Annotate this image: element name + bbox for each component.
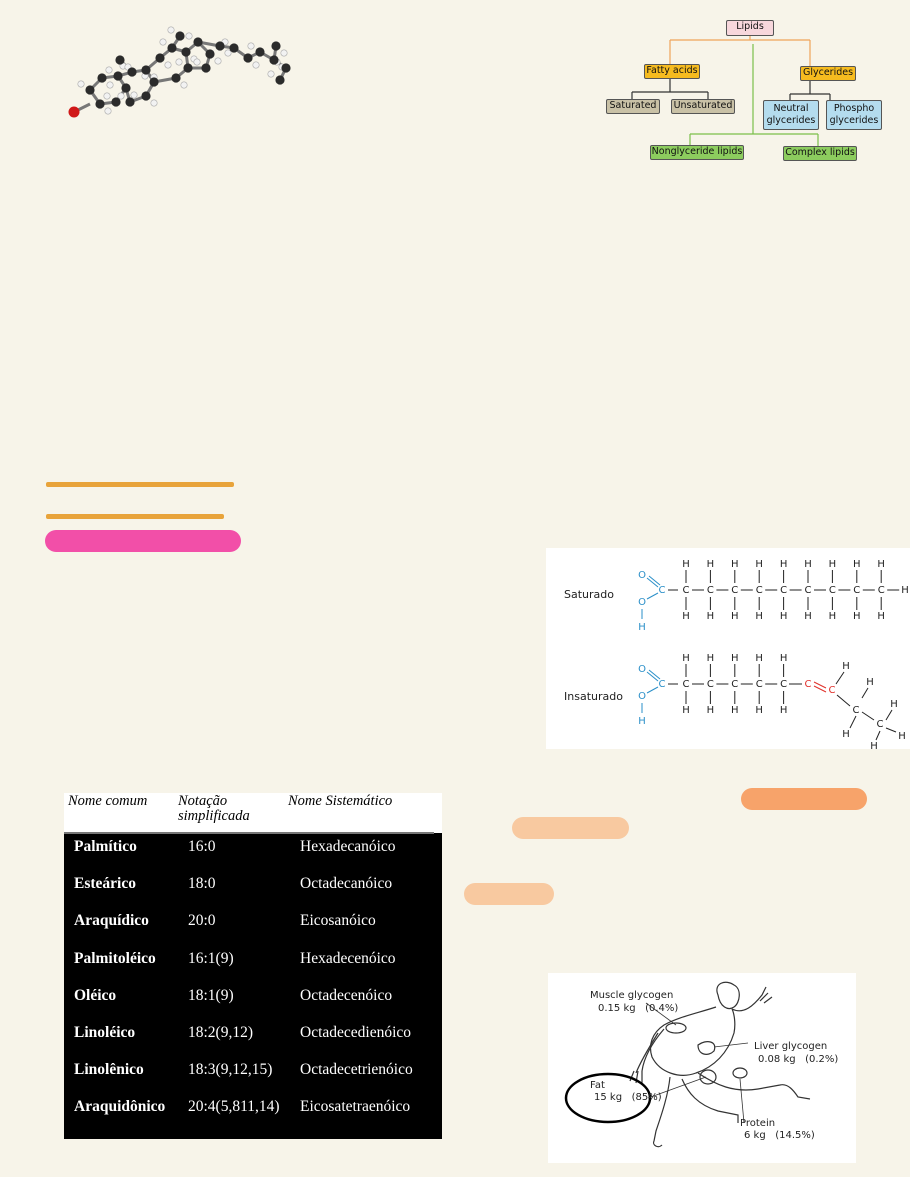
- molecule-hydrogen-atom: [131, 92, 137, 98]
- heading-highlight-pink: [45, 530, 241, 552]
- cell-systematic-name: Eicosanóico: [300, 912, 376, 930]
- tree-node-nonglyceride-lipids: [650, 145, 744, 160]
- table-row: [64, 911, 442, 948]
- hydrogen-atom-label: H: [706, 705, 715, 716]
- molecule-carbon-atom: [175, 31, 184, 40]
- fatty-acid-table: [64, 793, 442, 1139]
- carbon-atom-label: C: [804, 585, 812, 596]
- molecule-hydrogen-atom: [186, 33, 192, 39]
- protein-label: Protein: [740, 1118, 776, 1129]
- carbon-atom-label: C: [706, 585, 714, 596]
- molecule-carbon-atom: [183, 63, 192, 72]
- table-row: [64, 949, 442, 986]
- molecule-carbon-atom: [127, 67, 136, 76]
- bond-line: [862, 688, 868, 698]
- molecule-carbon-atom: [113, 71, 122, 80]
- table-row: [64, 874, 442, 911]
- muscle-glycogen-value: 0.15 kg (0.4%): [598, 1003, 679, 1014]
- hydrogen-atom-label: H: [755, 559, 763, 570]
- tree-node-saturated-label: Saturated: [609, 100, 657, 111]
- cell-common-name: Linolênico: [74, 1061, 144, 1079]
- cell-common-name: Araquídico: [74, 912, 149, 930]
- saturated-label: Saturado: [564, 588, 614, 601]
- body-energy-storage-figure: [548, 973, 856, 1163]
- molecule-carbon-atom: [171, 73, 180, 82]
- hydrogen-atom-label: H: [877, 611, 885, 622]
- hydrogen-atom-label: H: [682, 653, 690, 664]
- cell-systematic-name: Eicosatetraenóico: [300, 1098, 411, 1116]
- text-highlight-peach-2: [464, 883, 554, 905]
- carbon-atom-label: C: [876, 719, 884, 730]
- molecule-carbon-atom: [141, 65, 150, 74]
- bond-line: [886, 728, 896, 732]
- tree-node-unsaturated: [671, 99, 735, 114]
- molecule-carbon-atom: [193, 37, 202, 46]
- tree-node-lipids-label: Lipids: [736, 21, 764, 32]
- hydrogen-atom-label: H: [779, 653, 788, 664]
- carbon-atom-label: C: [828, 585, 836, 596]
- hydrogen-atom-label: H: [901, 585, 909, 596]
- tree-node-lipids: [726, 20, 774, 36]
- molecule-carbon-atom: [181, 47, 190, 56]
- hydrogen-atom-label: H: [706, 653, 715, 664]
- tree-node-phospho-line1: Phospho: [833, 103, 875, 114]
- carbon-atom-label: C: [780, 679, 788, 690]
- cell-common-name: Esteárico: [74, 875, 136, 893]
- bond-line: [850, 716, 856, 728]
- cell-notation: 20:0: [188, 912, 216, 930]
- double-bond-carbon-label: C: [828, 685, 836, 696]
- molecule-hydrogen-atom: [181, 82, 187, 88]
- hydrogen-atom-label: H: [682, 611, 690, 622]
- molecule-carbon-atom: [115, 55, 124, 64]
- hydrogen-atom-label: H: [682, 559, 690, 570]
- molecule-carbon-atom: [125, 97, 134, 106]
- table-row: [64, 986, 442, 1023]
- carbon-atom-label: C: [682, 679, 690, 690]
- molecule-hydrogen-atom: [248, 43, 254, 49]
- tree-node-neutral-glycerides: [763, 100, 819, 130]
- bond-line: [647, 593, 658, 599]
- hydrogen-atom-label: H: [804, 611, 812, 622]
- tree-node-glycerides-label: Glycerides: [802, 67, 854, 78]
- hydrogen-atom-label: H: [706, 559, 715, 570]
- molecule-carbon-atom: [269, 55, 278, 64]
- molecule-hydrogen-atom: [168, 27, 174, 33]
- molecule-hydrogen-atom: [281, 50, 287, 56]
- molecule-carbon-atom: [167, 43, 176, 52]
- hydrogen-atom-label: H: [638, 716, 646, 727]
- carbon-atom-label: C: [731, 585, 739, 596]
- molecule-carbon-atom: [229, 43, 238, 52]
- molecule-hydrogen-atom: [268, 71, 274, 77]
- molecule-hydrogen-atom: [253, 62, 259, 68]
- fat-value: 15 kg (85%): [594, 1092, 662, 1103]
- hydrogen-atom-label: H: [890, 699, 898, 710]
- carboxyl-carbon-label: C: [658, 585, 666, 596]
- molecule-carbon-atom: [255, 47, 264, 56]
- bond-line: [862, 712, 874, 720]
- oxygen-atom-label: O: [638, 664, 646, 675]
- cell-notation: 16:0: [188, 838, 216, 855]
- cell-systematic-name: Octadecedienóico: [300, 1024, 412, 1041]
- cell-common-name: Palmitoléico: [74, 949, 156, 967]
- hydrogen-atom-label: H: [638, 622, 646, 633]
- header-systematic-name: Nome Sistemático: [288, 793, 393, 809]
- cell-systematic-name: Octadecetrienóico: [300, 1061, 413, 1079]
- molecule-carbon-atom: [111, 97, 120, 106]
- hydrogen-atom-label: H: [804, 559, 812, 570]
- protein-value: 6 kg (14.5%): [744, 1130, 815, 1141]
- hydrogen-atom-label: H: [731, 653, 739, 664]
- bond-line: [836, 672, 844, 684]
- molecule-hydrogen-atom: [165, 62, 171, 68]
- carboxyl-carbon-label: C: [658, 679, 666, 690]
- bond-line: [647, 687, 658, 693]
- tree-node-nonglyceride-label: Nonglyceride lipids: [651, 146, 743, 157]
- muscle-glycogen-label: Muscle glycogen: [590, 990, 674, 1001]
- text-highlight-salmon: [741, 788, 867, 810]
- table-row: [64, 1097, 442, 1134]
- heading-highlight-orange-line-2: [46, 514, 224, 519]
- hydrogen-atom-label: H: [853, 611, 861, 622]
- molecule-carbon-atom: [275, 75, 284, 84]
- hydrogen-atom-label: H: [828, 559, 837, 570]
- molecule-hydrogen-atom: [106, 67, 112, 73]
- tree-node-glycerides: [800, 66, 856, 81]
- hydrogen-atom-label: H: [731, 705, 739, 716]
- bond-line: [876, 731, 880, 740]
- fatty-acid-structures-figure: [546, 548, 910, 749]
- cell-systematic-name: Hexadecenóico: [300, 949, 396, 967]
- header-notation-simplified: simplificada: [178, 808, 250, 824]
- cell-systematic-name: Octadecanóico: [300, 875, 393, 893]
- molecule-hydrogen-atom: [104, 93, 110, 99]
- molecule-hydrogen-atom: [176, 59, 182, 65]
- molecule-hydrogen-atom: [105, 108, 111, 114]
- cell-common-name: Linoléico: [74, 1024, 136, 1041]
- molecule-carbon-atom: [271, 41, 280, 50]
- carbon-atom-label: C: [682, 585, 690, 596]
- carbon-atom-label: C: [706, 679, 714, 690]
- molecule-hydrogen-atom: [151, 100, 157, 106]
- molecule-carbon-atom: [85, 85, 94, 94]
- hydrogen-atom-label: H: [842, 729, 850, 740]
- table-header: [64, 793, 442, 833]
- molecule-carbon-atom: [95, 99, 104, 108]
- molecule-carbon-atom: [149, 77, 158, 86]
- molecule-carbon-atom: [281, 63, 290, 72]
- table-row: [64, 837, 442, 874]
- cell-notation: 18:2(9,12): [188, 1024, 254, 1041]
- cholesterol-molecule-image: [60, 18, 300, 143]
- hydrogen-atom-label: H: [870, 741, 878, 749]
- cell-common-name: Araquidônico: [74, 1098, 166, 1116]
- hydrogen-atom-label: H: [853, 559, 861, 570]
- hydrogen-atom-label: H: [898, 731, 906, 742]
- cell-notation: 18:0: [188, 875, 216, 893]
- fat-label: Fat: [590, 1080, 605, 1091]
- header-notation: Notação: [178, 793, 228, 809]
- unsaturated-label: Insaturado: [564, 690, 623, 703]
- hydrogen-atom-label: H: [779, 705, 788, 716]
- oxygen-atom-label: O: [638, 691, 646, 702]
- bond-line: [886, 710, 892, 720]
- cell-notation: 20:4(5,811,14): [188, 1098, 280, 1116]
- molecule-carbon-atom: [121, 83, 130, 92]
- liver-glycogen-value: 0.08 kg (0.2%): [758, 1054, 839, 1065]
- carbon-atom-label: C: [731, 679, 739, 690]
- tree-node-fatty-acids: [644, 64, 700, 79]
- hydrogen-atom-label: H: [682, 705, 690, 716]
- tree-node-neutral-line2: glycerides: [766, 115, 816, 126]
- table-header-rule: [64, 832, 434, 834]
- hydrogen-atom-label: H: [877, 559, 885, 570]
- tree-node-phospho-glycerides: [826, 100, 882, 130]
- hydrogen-atom-label: H: [731, 611, 739, 622]
- carbon-atom-label: C: [877, 585, 885, 596]
- double-bond-carbon-label: C: [804, 679, 812, 690]
- tree-node-neutral-line1: Neutral: [773, 103, 809, 114]
- liver-glycogen-label: Liver glycogen: [754, 1041, 828, 1052]
- molecule-carbon-atom: [155, 53, 164, 62]
- tree-node-complex-lipids: [783, 146, 857, 161]
- hydrogen-atom-label: H: [755, 611, 763, 622]
- molecule-carbon-atom: [97, 73, 106, 82]
- hydrogen-atom-label: H: [755, 653, 763, 664]
- molecule-hydrogen-atom: [215, 58, 221, 64]
- fatty-acid-structures-drawing: [546, 548, 910, 749]
- molecule-hydrogen-atom: [78, 81, 84, 87]
- tree-node-fatty-acids-label: Fatty acids: [646, 65, 698, 76]
- hydrogen-atom-label: H: [842, 661, 850, 672]
- tree-node-saturated: [606, 99, 660, 114]
- cell-common-name: Oléico: [74, 986, 117, 1004]
- molecule-hydrogen-atom: [107, 82, 113, 88]
- carbon-atom-label: C: [755, 679, 763, 690]
- heading-highlight-orange-line-1: [46, 482, 234, 487]
- carbon-atom-label: C: [755, 585, 763, 596]
- header-common-name: Nome comum: [68, 793, 148, 809]
- table-row: [64, 1023, 442, 1060]
- molecule-carbon-atom: [205, 49, 214, 58]
- hydrogen-atom-label: H: [866, 677, 874, 688]
- carbon-atom-label: C: [853, 585, 861, 596]
- text-highlight-peach-1: [512, 817, 629, 839]
- molecule-carbon-atom: [215, 41, 224, 50]
- tree-node-unsaturated-label: Unsaturated: [673, 100, 733, 111]
- molecule-hydrogen-atom: [160, 39, 166, 45]
- oxygen-atom-label: O: [638, 570, 646, 581]
- cell-notation: 18:1(9): [188, 986, 234, 1004]
- hydrogen-atom-label: H: [731, 559, 739, 570]
- cell-notation: 18:3(9,12,15): [188, 1061, 273, 1079]
- tree-node-complex-label: Complex lipids: [785, 147, 855, 158]
- cell-common-name: Palmítico: [74, 838, 137, 855]
- cell-systematic-name: Octadecenóico: [300, 986, 393, 1004]
- hydrogen-atom-label: H: [779, 611, 788, 622]
- molecule-carbon-atom: [141, 91, 150, 100]
- table-row: [64, 1060, 442, 1097]
- molecule-carbon-atom: [201, 63, 210, 72]
- hydrogen-atom-label: H: [706, 611, 715, 622]
- carbon-atom-label: C: [780, 585, 788, 596]
- cell-systematic-name: Hexadecanóico: [300, 838, 396, 855]
- tree-node-phospho-line2: glycerides: [829, 115, 879, 126]
- carbon-atom-label: C: [852, 705, 860, 716]
- hydrogen-atom-label: H: [828, 611, 837, 622]
- molecule-hydrogen-atom: [225, 50, 231, 56]
- bond-line: [837, 695, 850, 706]
- molecule-hydrogen-atom: [194, 59, 200, 65]
- cell-notation: 16:1(9): [188, 949, 234, 967]
- molecule-oxygen-atom: [69, 107, 80, 118]
- hydrogen-atom-label: H: [755, 705, 763, 716]
- molecule-hydrogen-atom: [118, 93, 124, 99]
- oxygen-atom-label: O: [638, 597, 646, 608]
- hydrogen-atom-label: H: [779, 559, 788, 570]
- lipid-classification-diagram: [600, 14, 900, 174]
- molecule-carbon-atom: [243, 53, 252, 62]
